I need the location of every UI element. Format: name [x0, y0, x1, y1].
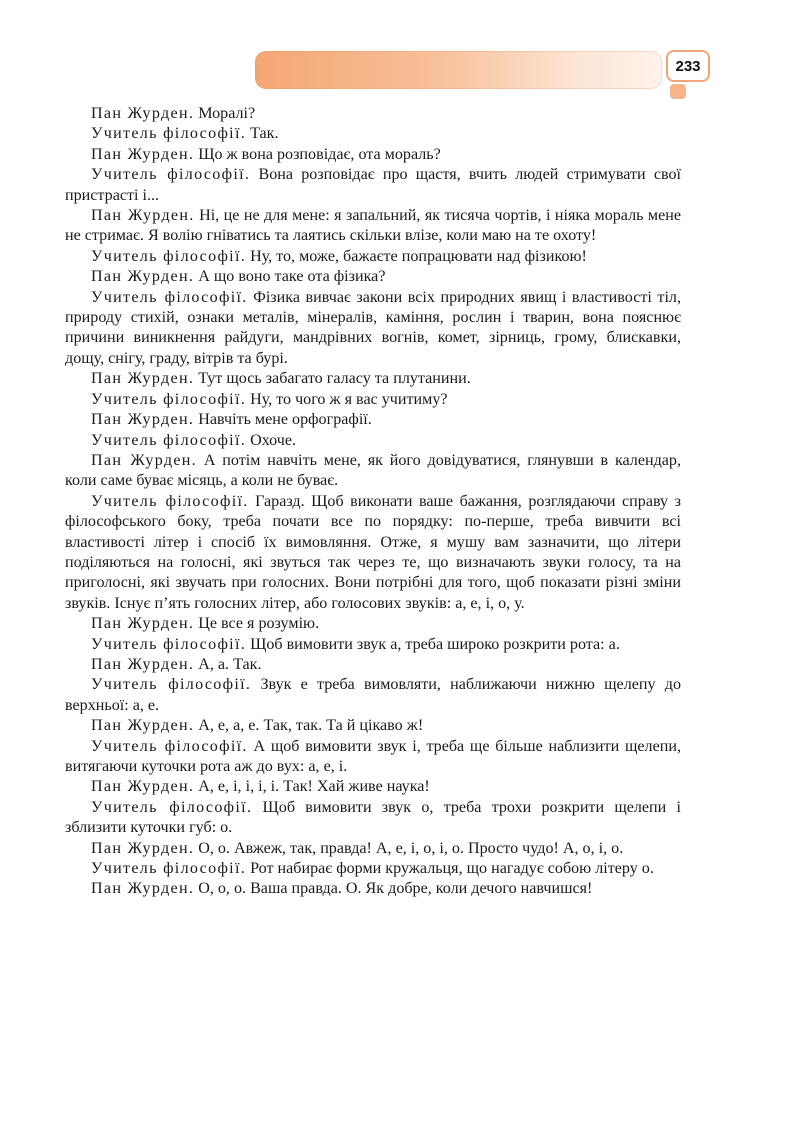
line-text: Моралі? — [198, 105, 256, 122]
dialogue-line — [65, 635, 681, 655]
speaker: Учитель філософії. — [91, 676, 252, 694]
dialogue-line — [65, 206, 681, 247]
speaker: Учитель філософії. — [91, 288, 248, 306]
dialogue-line — [65, 859, 681, 879]
line-text: А що воно таке ота фізика? — [198, 268, 386, 286]
speaker: Учитель філософії. — [91, 798, 253, 816]
speaker: Учитель філософії. — [91, 492, 249, 510]
dialogue-line — [65, 104, 681, 124]
dialogue-line — [65, 492, 681, 614]
line-text: Щоб вимовити звук а, треба широко розкрити рота: а. — [250, 635, 620, 653]
dialogue-line — [65, 675, 681, 716]
line-text: Це все я розумію. — [198, 615, 320, 633]
line-text: Тут щось забагато галасу та плутанини. — [198, 370, 471, 388]
speaker: Пан Журден. — [91, 839, 195, 857]
speaker: Учитель філософії. — [91, 390, 247, 408]
speaker: Пан Журден. — [91, 145, 195, 163]
line-text: Гаразд. Щоб виконати ваше бажання, розглядаючи справу з філософського боку, треба почати все по порядку: по-перше, треба вивчити всі властивості літер і спосіб їх вимовляння. Отже, я мушу вам зазначити, що літери поділяються на голосні, які звуться так через те, що визначають звуки голосу, та на приголосні, які звучать при голосних. Вони потрібні для того, щоб показати різні зміни звуків. Існує п’ять голосних літер, або голосових звуків: а, е, і, о, у. — [65, 492, 681, 612]
dialogue-line — [65, 737, 681, 778]
speaker: Пан Журден. — [91, 105, 195, 122]
dialogue-line — [65, 777, 681, 797]
speaker: Пан Журден. — [91, 778, 195, 796]
line-text: А, е, а, е. Так, так. Та й цікаво ж! — [198, 717, 424, 735]
speaker: Учитель філософії. — [91, 431, 247, 449]
speaker: Учитель філософії. — [91, 635, 247, 653]
line-text: Щоб вимовити звук о, треба трохи розкрити щелепи і зблизити куточки губ: о. — [65, 798, 681, 837]
dialogue-line — [65, 879, 681, 899]
speaker: Учитель філософії. — [91, 125, 247, 143]
line-text: Ну, то, може, бажаєте попрацювати над фізикою! — [250, 247, 587, 265]
dialogue-line — [65, 431, 681, 451]
dialogue-line — [65, 716, 681, 736]
line-text: А щоб вимовити звук і, треба ще більше наблизити щелепи, витягаючи куточки рота аж до вух: а, е, і. — [65, 737, 681, 775]
speaker: Учитель філософії. — [91, 860, 247, 878]
speaker: Учитель філософії. — [91, 737, 248, 755]
dialogue-line — [65, 288, 681, 370]
speaker: Пан Журден. — [91, 207, 195, 225]
dialogue-line — [65, 410, 681, 430]
dialogue-line — [65, 451, 681, 492]
line-text: А, а. Так. — [198, 655, 262, 673]
line-text: О, о, о. Ваша правда. О. Як добре, коли дечого навчишся! — [198, 880, 593, 898]
line-text: Рот набирає форми кружальця, що нагадує собою літеру о. — [250, 860, 654, 878]
dialogue-line — [65, 165, 681, 206]
speaker: Пан Журден. — [91, 268, 195, 286]
dialogue-line — [65, 247, 681, 267]
dialogue-line — [65, 267, 681, 287]
speaker: Пан Журден. — [91, 451, 197, 469]
speaker: Пан Журден. — [91, 615, 195, 633]
line-text: Так. — [250, 125, 279, 143]
line-text: А, е, і, і, і, і. Так! Хай живе наука! — [198, 778, 430, 796]
speaker: Пан Журден. — [91, 370, 195, 388]
dialogue-text — [65, 104, 681, 900]
line-text: А потім навчіть мене, як його довідуватися, глянувши в календар, коли саме буває місяць, а коли не буває. — [65, 451, 681, 490]
speaker: Пан Журден. — [91, 880, 195, 898]
speaker: Учитель філософії. — [91, 247, 247, 265]
line-text: Фізика вивчає закони всіх природних явищ і властивості тіл, природу стихій, ознаки металів, мінералів, каміння, рослин і тварин, вона пояснює причини виникнення райдуги, мандрівних вогнів, комет, зірниць, грому, блискавки, дощу, снігу, граду, вітрів та бурі. — [65, 288, 681, 367]
line-text: Охоче. — [250, 431, 297, 449]
speaker: Учитель філософії. — [91, 166, 251, 184]
speaker: Пан Журден. — [91, 655, 195, 673]
line-text: Ну, то чого ж я вас учитиму? — [250, 390, 448, 408]
header-band — [255, 51, 662, 89]
dialogue-line — [65, 369, 681, 389]
dialogue-line — [65, 124, 681, 144]
line-text: Звук е треба вимовляти, наближаючи нижню щелепу до верхньої: а, е. — [65, 676, 681, 714]
page-number: 233 — [666, 50, 710, 82]
speaker: Пан Журден. — [91, 717, 195, 735]
dialogue-line — [65, 614, 681, 634]
dialogue-line — [65, 839, 681, 859]
dialogue-line — [65, 798, 681, 839]
line-text: О, о. Авжеж, так, правда! А, е, і, о, і, о. Просто чудо! А, о, і, о. — [198, 839, 624, 857]
line-text: Ні, це не для мене: я запальний, як тисяча чортів, і ніяка мораль мене не стримає. Я волію гніватись та лаятись скільки влізе, коли маю на те охоту! — [65, 207, 681, 245]
dialogue-line — [65, 390, 681, 410]
dialogue-line — [65, 655, 681, 675]
dialogue-line — [65, 145, 681, 165]
line-text: Що ж вона розповідає, ота мораль? — [198, 145, 441, 163]
line-text: Навчіть мене орфографії. — [198, 411, 372, 429]
line-text: Вона розповідає про щастя, вчить людей стримувати свої пристрасті і... — [65, 166, 681, 204]
speaker: Пан Журден. — [91, 411, 195, 429]
page-number-tab — [670, 84, 686, 99]
